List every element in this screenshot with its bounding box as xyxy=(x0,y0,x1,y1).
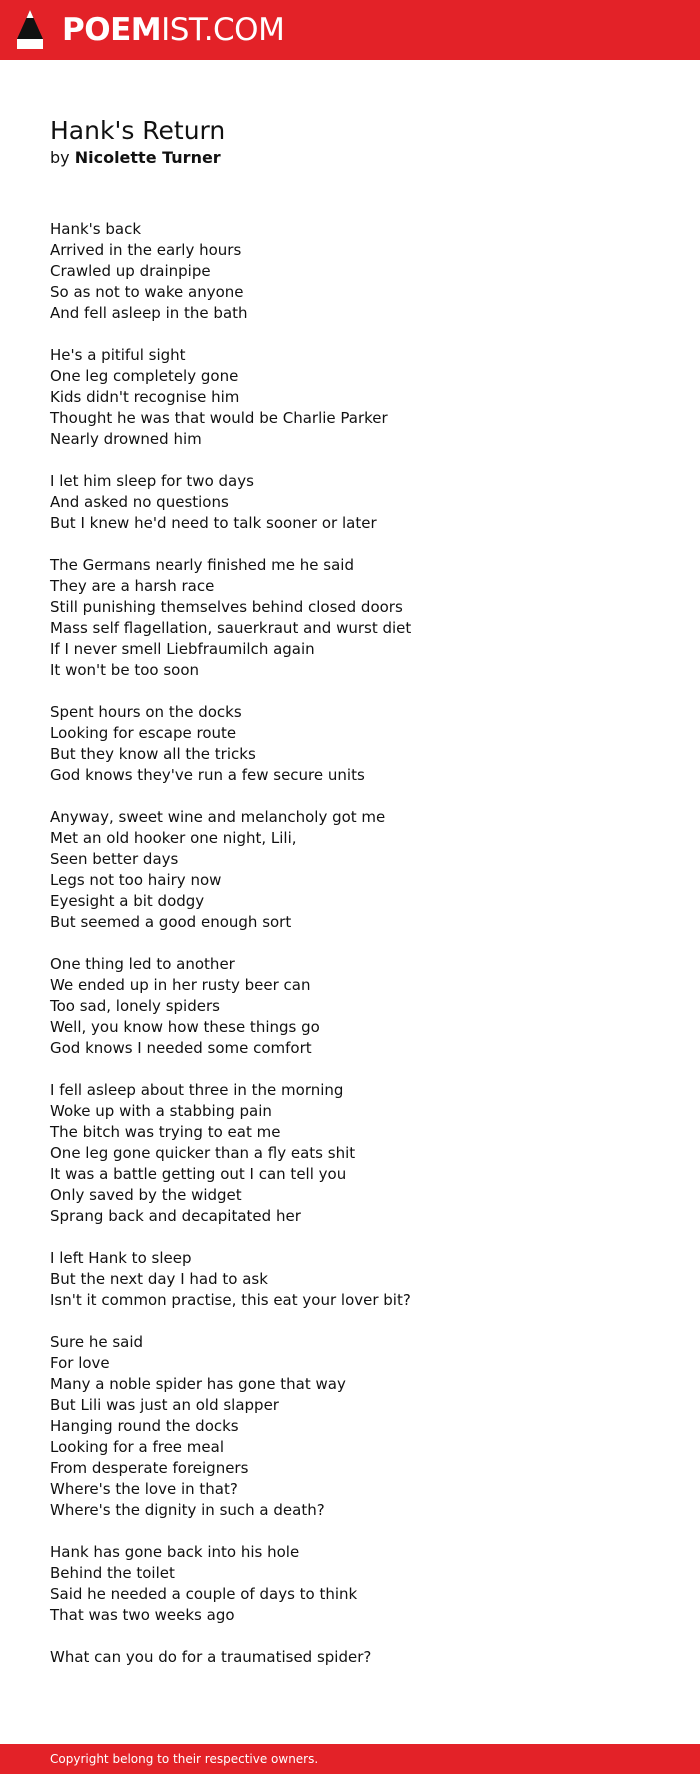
logo-light-text: IST.COM xyxy=(161,12,285,48)
poem-stanza xyxy=(50,954,670,1059)
poem-line: But seemed a good enough sort xyxy=(50,913,292,931)
poem-line: God knows I needed some comfort xyxy=(50,1039,312,1057)
poem-line: One leg gone quicker than a fly eats shit xyxy=(50,1144,356,1162)
poem-line: Hank has gone back into his hole xyxy=(50,1543,300,1561)
poem-stanza xyxy=(50,807,670,933)
poem-line: Sprang back and decapitated her xyxy=(50,1207,301,1225)
poem-line: Sure he said xyxy=(50,1333,144,1351)
author-name: Nicolette Turner xyxy=(74,148,221,167)
poem-line: Hank's back xyxy=(50,220,142,238)
poem-line: Legs not too hairy now xyxy=(50,871,222,889)
poem-line: If I never smell Liebfraumilch again xyxy=(50,640,315,658)
by-label: by xyxy=(50,148,70,167)
poem-line: Arrived in the early hours xyxy=(50,241,242,259)
poem-line: I left Hank to sleep xyxy=(50,1249,192,1267)
poem-stanza xyxy=(50,219,670,324)
poem-line: Spent hours on the docks xyxy=(50,703,242,721)
poem-line: One leg completely gone xyxy=(50,367,239,385)
poem-line: From desperate foreigners xyxy=(50,1459,249,1477)
poem-line: Well, you know how these things go xyxy=(50,1018,320,1036)
poem-line: Too sad, lonely spiders xyxy=(50,997,220,1015)
poem-line: Said he needed a couple of days to think xyxy=(50,1585,358,1603)
poem-stanza xyxy=(50,555,670,681)
poem-line: Many a noble spider has gone that way xyxy=(50,1375,346,1393)
poem-line: So as not to wake anyone xyxy=(50,283,244,301)
poem-line: Where's the dignity in such a death? xyxy=(50,1501,325,1519)
poem-line: Looking for a free meal xyxy=(50,1438,224,1456)
poem-title: Hank's Return xyxy=(50,116,226,145)
poem-line: We ended up in her rusty beer can xyxy=(50,976,311,994)
poem-line: But I knew he'd need to talk sooner or later xyxy=(50,514,377,532)
poem-line: Met an old hooker one night, Lili, xyxy=(50,829,297,847)
poem-line: Behind the toilet xyxy=(50,1564,175,1582)
poem-stanza xyxy=(50,702,670,786)
poem-line: Crawled up drainpipe xyxy=(50,262,211,280)
poem-stanza xyxy=(50,1080,670,1227)
poem-line: The bitch was trying to eat me xyxy=(50,1123,281,1141)
site-logo[interactable] xyxy=(62,10,284,50)
poem-line: The Germans nearly finished me he said xyxy=(50,556,354,574)
poem-line: But they know all the tricks xyxy=(50,745,256,763)
poem-line: Still punishing themselves behind closed doors xyxy=(50,598,403,616)
poem-line: Nearly drowned him xyxy=(50,430,202,448)
poem-stanza xyxy=(50,1647,670,1668)
poem-line: And asked no questions xyxy=(50,493,229,511)
poem-line: Eyesight a bit dodgy xyxy=(50,892,205,910)
poem-line: He's a pitiful sight xyxy=(50,346,186,364)
pencil-tip-icon[interactable] xyxy=(16,9,44,52)
poem-line: What can you do for a traumatised spider? xyxy=(50,1648,372,1666)
poem-line: One thing led to another xyxy=(50,955,235,973)
poem-line: Isn't it common practise, this eat your lover bit? xyxy=(50,1291,411,1309)
poem-line: They are a harsh race xyxy=(50,577,215,595)
poem-line: God knows they've run a few secure units xyxy=(50,766,365,784)
poem-stanza xyxy=(50,345,670,450)
poem-line: Hanging round the docks xyxy=(50,1417,239,1435)
site-header xyxy=(0,0,700,60)
poem-line: Woke up with a stabbing pain xyxy=(50,1102,272,1120)
poem-line: But the next day I had to ask xyxy=(50,1270,268,1288)
logo-bold-text: POEM xyxy=(62,12,162,48)
poem-stanza xyxy=(50,471,670,534)
poem-line: Seen better days xyxy=(50,850,179,868)
poem-stanza xyxy=(50,1248,670,1311)
poem-line: For love xyxy=(50,1354,110,1372)
poem-line: That was two weeks ago xyxy=(50,1606,235,1624)
poem-line: Anyway, sweet wine and melancholy got me xyxy=(50,808,386,826)
poem-line: It was a battle getting out I can tell you xyxy=(50,1165,347,1183)
poem-stanza xyxy=(50,1542,670,1626)
poem-line: Where's the love in that? xyxy=(50,1480,238,1498)
poem-line: It won't be too soon xyxy=(50,661,199,679)
poem-line: I fell asleep about three in the morning xyxy=(50,1081,344,1099)
poem-line: I let him sleep for two days xyxy=(50,472,254,490)
poem-line: And fell asleep in the bath xyxy=(50,304,248,322)
poem-line: Looking for escape route xyxy=(50,724,237,742)
copyright-text: Copyright belong to their respective owners. xyxy=(50,1752,319,1766)
poem-line: Mass self flagellation, sauerkraut and wurst diet xyxy=(50,619,412,637)
poem-line: Kids didn't recognise him xyxy=(50,388,240,406)
poem-stanza xyxy=(50,1332,670,1521)
poem-body xyxy=(50,219,670,1689)
poem-line: But Lili was just an old slapper xyxy=(50,1396,279,1414)
byline xyxy=(50,147,221,169)
poem-line: Thought he was that would be Charlie Parker xyxy=(50,409,388,427)
site-footer xyxy=(0,1744,700,1774)
poem-line: Only saved by the widget xyxy=(50,1186,242,1204)
